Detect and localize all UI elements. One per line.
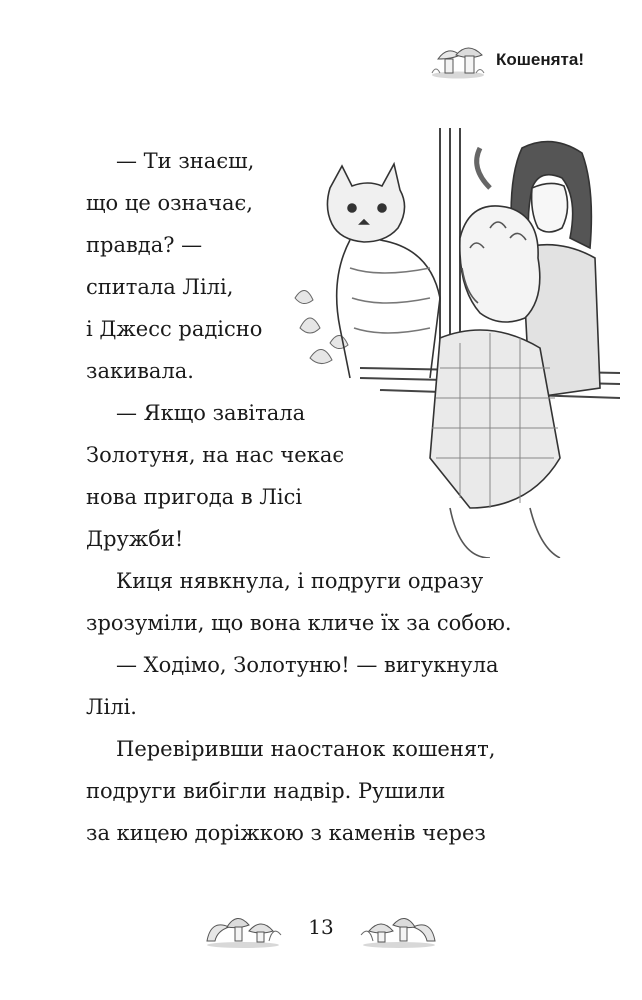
text-line: що це означає,: [86, 191, 253, 215]
mushroom-ornament-icon: [359, 905, 439, 949]
running-header: [430, 40, 584, 80]
text-line: — Ти знаєш,: [116, 149, 255, 173]
text-line: і Джесс радісно: [86, 317, 263, 341]
text-line: за кицею доріжкою з каменів через: [86, 821, 486, 845]
text-line: Золотуня, на нас чекає: [86, 443, 345, 467]
text-line: — Ходімо, Золотуню! — вигукнула: [116, 653, 499, 677]
page-number: 13: [308, 915, 334, 939]
text-line: спитала Лілі,: [86, 275, 234, 299]
text-line: правда? —: [86, 233, 203, 257]
text-line: зрозуміли, що вона кличе їх за собою.: [86, 611, 512, 635]
mushroom-ornament-icon: [203, 905, 283, 949]
illustration-cat-and-girls: [290, 128, 620, 558]
text-line: Дружби!: [86, 527, 184, 551]
text-line: подруги вибігли надвір. Рушили: [86, 779, 446, 803]
text-line: закивала.: [86, 359, 194, 383]
page-footer: [0, 905, 642, 949]
mushroom-house-icon: [430, 41, 486, 79]
text-line: нова пригода в Лісі: [86, 485, 303, 509]
chapter-title: Кошенята!: [495, 50, 584, 69]
text-line: Лілі.: [86, 695, 137, 719]
text-line: — Якщо завітала: [116, 401, 306, 425]
text-line: Перевіривши наостанок кошенят,: [116, 737, 496, 761]
text-line: Киця нявкнула, і подруги одразу: [116, 569, 484, 593]
